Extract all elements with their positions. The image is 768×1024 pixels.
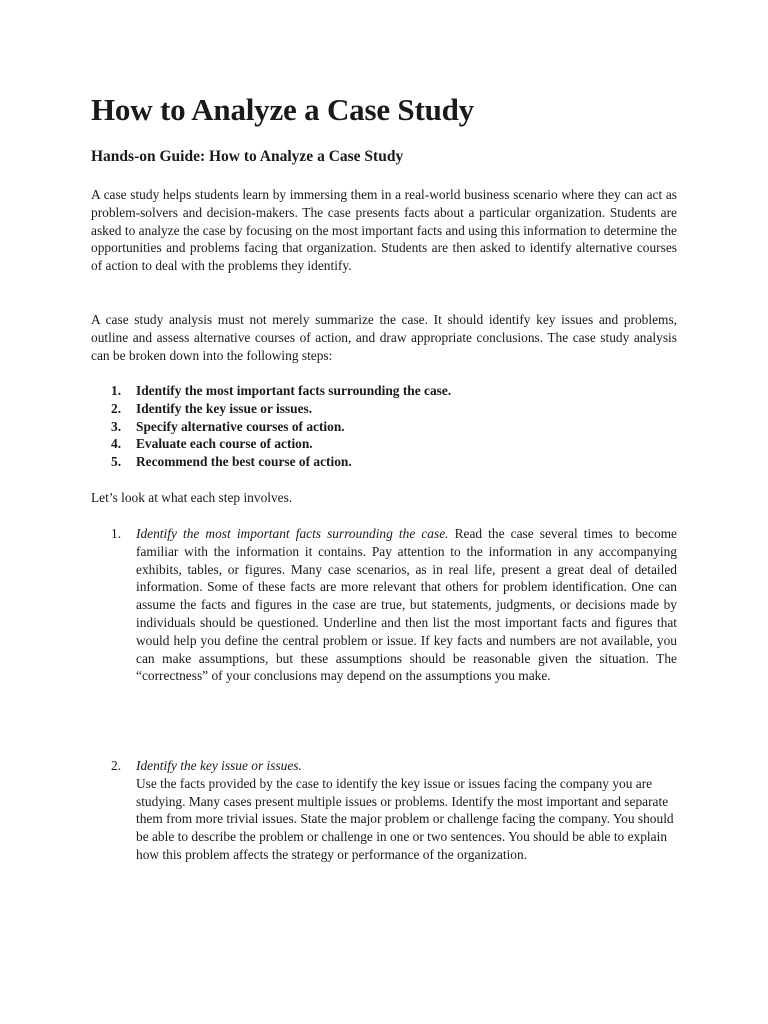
step-number: 5.	[111, 454, 122, 470]
intro-paragraph: A case study helps students learn by immersing them in a real-world business scenario where they can act as problem-solvers and decision-makers. The case presents facts about a particular organization. Students are asked to analyze the case by focusing on the most important facts and using this information to determine the opportunities and problems facing that organization. Students are then asked to identify alternative courses of action to deal with the problems they identify.	[91, 187, 677, 274]
step-text: Identify the most important facts surrounding the case.	[136, 383, 452, 398]
list-item	[91, 453, 451, 471]
list-item	[91, 418, 451, 436]
step-detail-number: 2.	[111, 758, 122, 773]
page-title: How to Analyze a Case Study	[91, 92, 474, 127]
step-text: Recommend the best course of action.	[136, 454, 352, 470]
step-detail-1	[91, 525, 677, 685]
step-text: Evaluate each course of action.	[136, 436, 313, 452]
transition-text: Let’s look at what each step involves.	[91, 490, 293, 505]
summary-paragraph: A case study analysis must not merely summarize the case. It should identify key issues and problems, outline and assess alternative courses of action, and draw appropriate conclusions. The case study analysis can be broken down into the following steps:	[91, 312, 677, 363]
step-number: 4.	[111, 436, 122, 452]
step-detail-body	[136, 757, 677, 864]
step-detail-number: 1.	[111, 526, 122, 541]
step-number: 1.	[111, 383, 122, 398]
step-detail-text: Read the case several times to become familiar with the information it contains. Pay attention to the information in any accompanying exhibits, tables, or figures. Many case scenarios, as in real life, present a great deal of detailed information. Some of these facts are more relevant that others for problem identification. One can assume the facts and figures in the case are true, but statements, judgments, or decisions made by individuals should be questioned. Underline and then list the most important facts and figures that would help you define the central problem or issue. If key facts and numbers are not available, you can make assumptions, but these assumptions should be reasonable given the situation. The “correctness” of your conclusions may depend on the assumptions you make.	[136, 526, 677, 684]
step-detail-text: Use the facts provided by the case to identify the key issue or issues facing the company you are studying. Many cases present multiple issues or problems. Identify the most important and separate them from more trivial issues. State the major problem or challenge facing the company. You should be able to describe the problem or challenge in one or two sentences. You should be able to explain how this problem affects the strategy or performance of the organization.	[136, 775, 674, 862]
step-detail-heading: Identify the most important facts surrounding the case.	[136, 526, 449, 541]
step-number: 3.	[111, 418, 122, 434]
page-subtitle: Hands-on Guide: How to Analyze a Case Study	[91, 148, 404, 165]
step-detail-body	[136, 525, 677, 685]
step-text: Identify the key issue or issues.	[136, 400, 313, 416]
step-number: 2.	[111, 400, 122, 416]
steps-list	[91, 382, 451, 471]
step-detail-2	[91, 757, 677, 864]
step-detail-heading: Identify the key issue or issues.	[136, 758, 302, 773]
list-item	[91, 382, 451, 400]
list-item	[91, 400, 451, 418]
list-item	[91, 435, 451, 453]
step-text: Specify alternative courses of action.	[136, 418, 345, 434]
